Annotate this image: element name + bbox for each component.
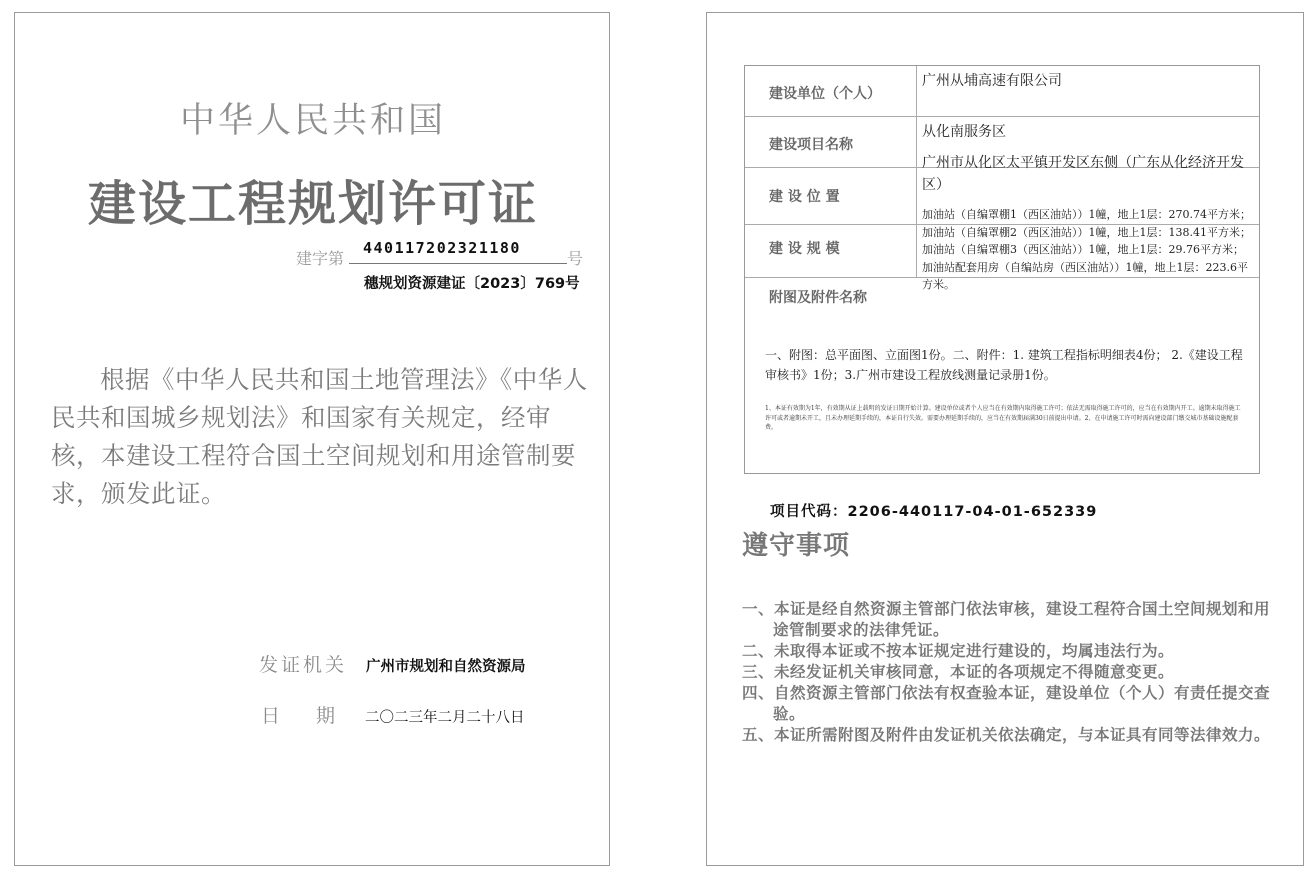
rules-list [742,599,1272,746]
rule-item: 二、未取得本证或不按本证规定进行建设的，均属违法行为。 [742,642,1175,660]
certificate-back-page [706,12,1304,866]
construction-unit-value: 广州从埔高速有限公司 [922,73,1062,89]
table-column-divider [916,66,917,278]
rule-item: 一、本证是经自然资源主管部门依法审核，建设工程符合国土空间规划和用途管制要求的法律凭证。 [742,600,1271,639]
rules-title: 遵守事项 [742,531,851,561]
construction-unit-label: 建设单位（个人） [769,86,881,102]
attachments-list: 一、附图：总平面图、立面图1份。二、附件：1. 建筑工程指标明细表4份； 2.《建设工程审核书》1份；3.广州市建设工程放线测量记录册1份。 [765,348,1243,382]
rule-item: 三、未经发证机关审核同意，本证的各项规定不得随意变更。 [742,663,1175,681]
legal-basis-paragraph: 根据《中华人民共和国土地管理法》《中华人民共和国城乡规划法》和国家有关规定，经审核，本建设工程符合国土空间规划和用途管制要求，颁发此证。 [51,365,588,508]
document-title: 建设工程规划许可证 [87,176,538,232]
project-name-value: 从化南服务区 [922,124,1006,140]
issue-date-label: 日期 [261,705,372,727]
permit-number: 440117202321180 [363,239,521,257]
rule-item: 五、本证所需附图及附件由发证机关依法确定，与本证具有同等法律效力。 [742,726,1271,744]
permit-number-prefix: 建字第 [296,249,345,268]
project-name-label: 建设项目名称 [769,137,853,153]
issuer-label: 发证机关 [259,654,348,676]
table-row-divider [745,116,1259,117]
validity-footnote: 1、本证有效期为1年，有效期从证上载明的发证日期开始计算。建设单位或者个人应当在有效期内取得施工许可；依法无需取得施工许可的，应当在有效期内开工。逾期未取得施工许可或者逾期未开工，且未办理延期手续的，本证自行失效。需要办理延期手续的，应当在有效期届满30日前提出申请。2、在申请施工许可时需向建设部门缴交城市基础设施配套费。 [765,405,1241,431]
construction-scale-value: 加油站（自编罩棚1（西区油站））1幢，地上1层：270.74平方米；加油站（自编罩棚2（西区油站））1幢，地上1层：138.41平方米；加油站（自编罩棚3（西区油站））1幢，地上1层：29.76平方米；加油站配套用房（自编站房（西区油站））1幢，地上1层：223.6平方米。 [922,208,1251,291]
issuer-value: 广州市规划和自然资源局 [366,659,526,675]
permit-number-underline [349,263,567,264]
country-name: 中华人民共和国 [179,101,446,141]
certificate-front-page [14,12,610,866]
permit-code: 穗规划资源建证〔2023〕769号 [364,276,580,292]
rule-item: 四、自然资源主管部门依法有权查验本证，建设单位（个人）有责任提交查验。 [742,684,1271,723]
project-code: 项目代码：2206-440117-04-01-652339 [770,504,1098,520]
construction-scale-label: 建 设 规 模 [769,241,840,257]
details-table [744,65,1260,474]
project-location-value: 广州市从化区太平镇开发区东侧（广东从化经济开发区） [922,155,1244,193]
permit-number-suffix: 号 [567,249,584,268]
issue-date-value: 二〇二三年二月二十八日 [365,710,525,726]
attachments-label: 附图及附件名称 [769,290,867,306]
project-location-label: 建 设 位 置 [769,189,840,205]
